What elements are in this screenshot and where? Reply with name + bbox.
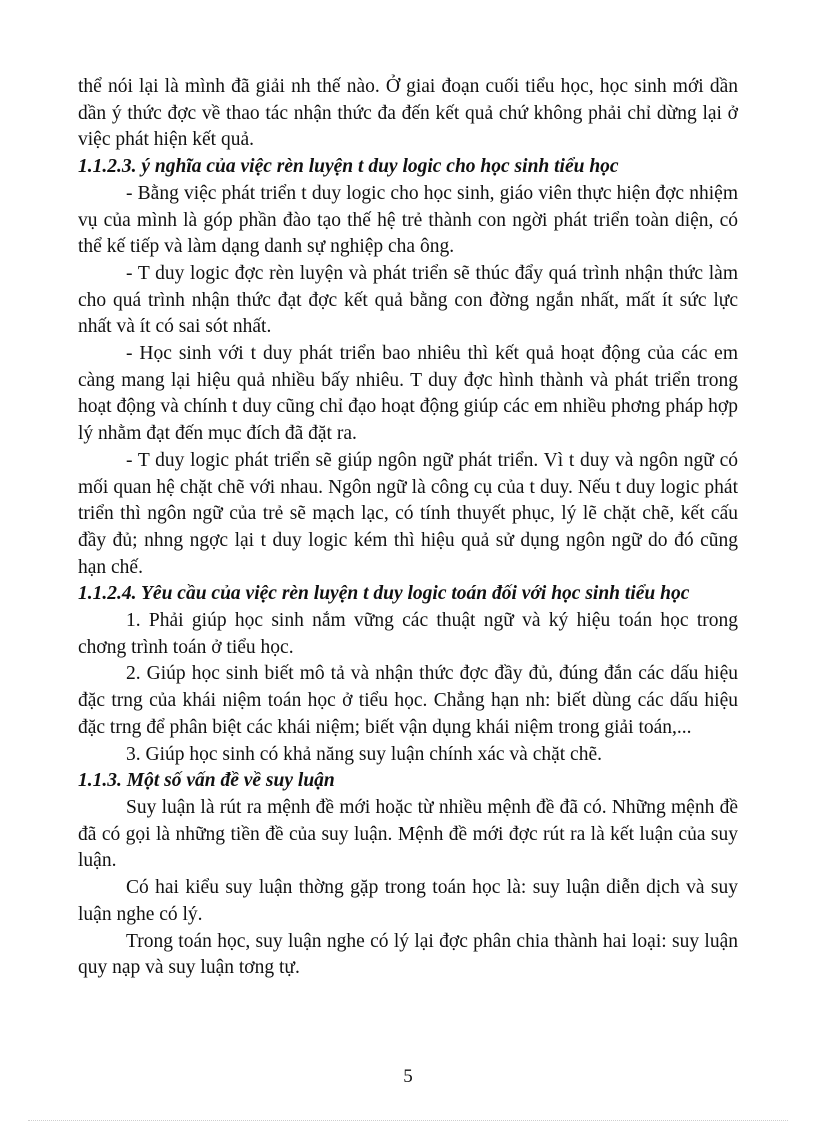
section-heading: 1.1.2.3. ý nghĩa của việc rèn luyện t duy logic cho học sinh tiểu học: [78, 156, 619, 178]
body-paragraph: 3. Giúp học sinh có khả năng suy luận chính xác và chặt chẽ.: [126, 743, 602, 765]
body-paragraph: - Học sinh với t duy phát triển bao nhiêu thì kết quả hoạt động của các em càng mang lại hiệu quả nhiều bấy nhiêu. T duy đợc hình thành và phát triển trong hoạt động và chính t duy cũng chỉ đạo hoạt động giúp các em nhiều phơng pháp hợp lý nhằm đạt đến mục đích đã đặt ra.: [78, 343, 738, 445]
body-paragraph: Trong toán học, suy luận nghe có lý lại đợc phân chia thành hai loại: suy luận quy nạp và suy luận tơng tự.: [78, 930, 738, 979]
body-paragraph: 2. Giúp học sinh biết mô tả và nhận thức đợc đầy đủ, đúng đắn các dấu hiệu đặc trng của khái niệm toán học ở tiểu học. Chẳng hạn nh: biết dùng các dấu hiệu đặc trng để phân biệt các khái niệm; biết vận dụng khái niệm trong giải toán,...: [78, 663, 738, 738]
body-paragraph: thể nói lại là mình đã giải nh thế nào. Ở giai đoạn cuối tiểu học, học sinh mới dần dần ý thức đợc về thao tác nhận thức đa đến kết quả chứ không phải chỉ dừng lại ở việc phát hiện kết quả.: [78, 76, 738, 151]
body-paragraph: Có hai kiểu suy luận thờng gặp trong toán học là: suy luận diễn dịch và suy luận nghe có lý.: [78, 877, 738, 925]
body-paragraph: - T duy logic phát triển sẽ giúp ngôn ngữ phát triển. Vì t duy và ngôn ngữ có mối quan hệ chặt chẽ với nhau. Ngôn ngữ là công cụ của t duy. Nếu t duy logic phát triển thì ngôn ngữ của trẻ sẽ mạch lạc, có tính thuyết phục, lý lẽ chặt chẽ, kết cấu đầy đủ; nhng ngợc lại t duy logic kém thì hiệu quả sử dụng ngôn ngữ do đó cũng hạn chế.: [78, 449, 738, 578]
section-heading: 1.1.2.4. Yêu cầu của việc rèn luyện t duy logic toán đối với học sinh tiểu học: [78, 583, 690, 605]
body-paragraph: - T duy logic đợc rèn luyện và phát triển sẽ thúc đẩy quá trình nhận thức làm cho quá trình nhận thức đạt đợc kết quả bằng con đờng ngắn nhất, mất ít sức lực nhất và ít có sai sót nhất.: [78, 262, 738, 338]
section-heading: 1.1.3. Một số vấn đề về suy luận: [78, 770, 335, 792]
body-paragraph: 1. Phải giúp học sinh nắm vững các thuật ngữ và ký hiệu toán học trong chơng trình toán ở tiểu học.: [78, 610, 738, 658]
page-bottom-divider: [28, 1120, 788, 1121]
body-paragraph: - Bằng việc phát triển t duy logic cho học sinh, giáo viên thực hiện đợc nhiệm vụ của mình là góp phần đào tạo thế hệ trẻ thành con ngời phát triển toàn diện, có thể kế tiếp và làm dạng danh sự nghiệp cha ông.: [78, 182, 738, 258]
page-number: 5: [403, 1066, 413, 1087]
body-paragraph: Suy luận là rút ra mệnh đề mới hoặc từ nhiều mệnh đề đã có. Những mệnh đề đã có gọi là những tiền đề của suy luận. Mệnh đề mới đợc rút ra là kết luận của suy luận.: [78, 796, 738, 872]
document-body: [78, 74, 738, 982]
